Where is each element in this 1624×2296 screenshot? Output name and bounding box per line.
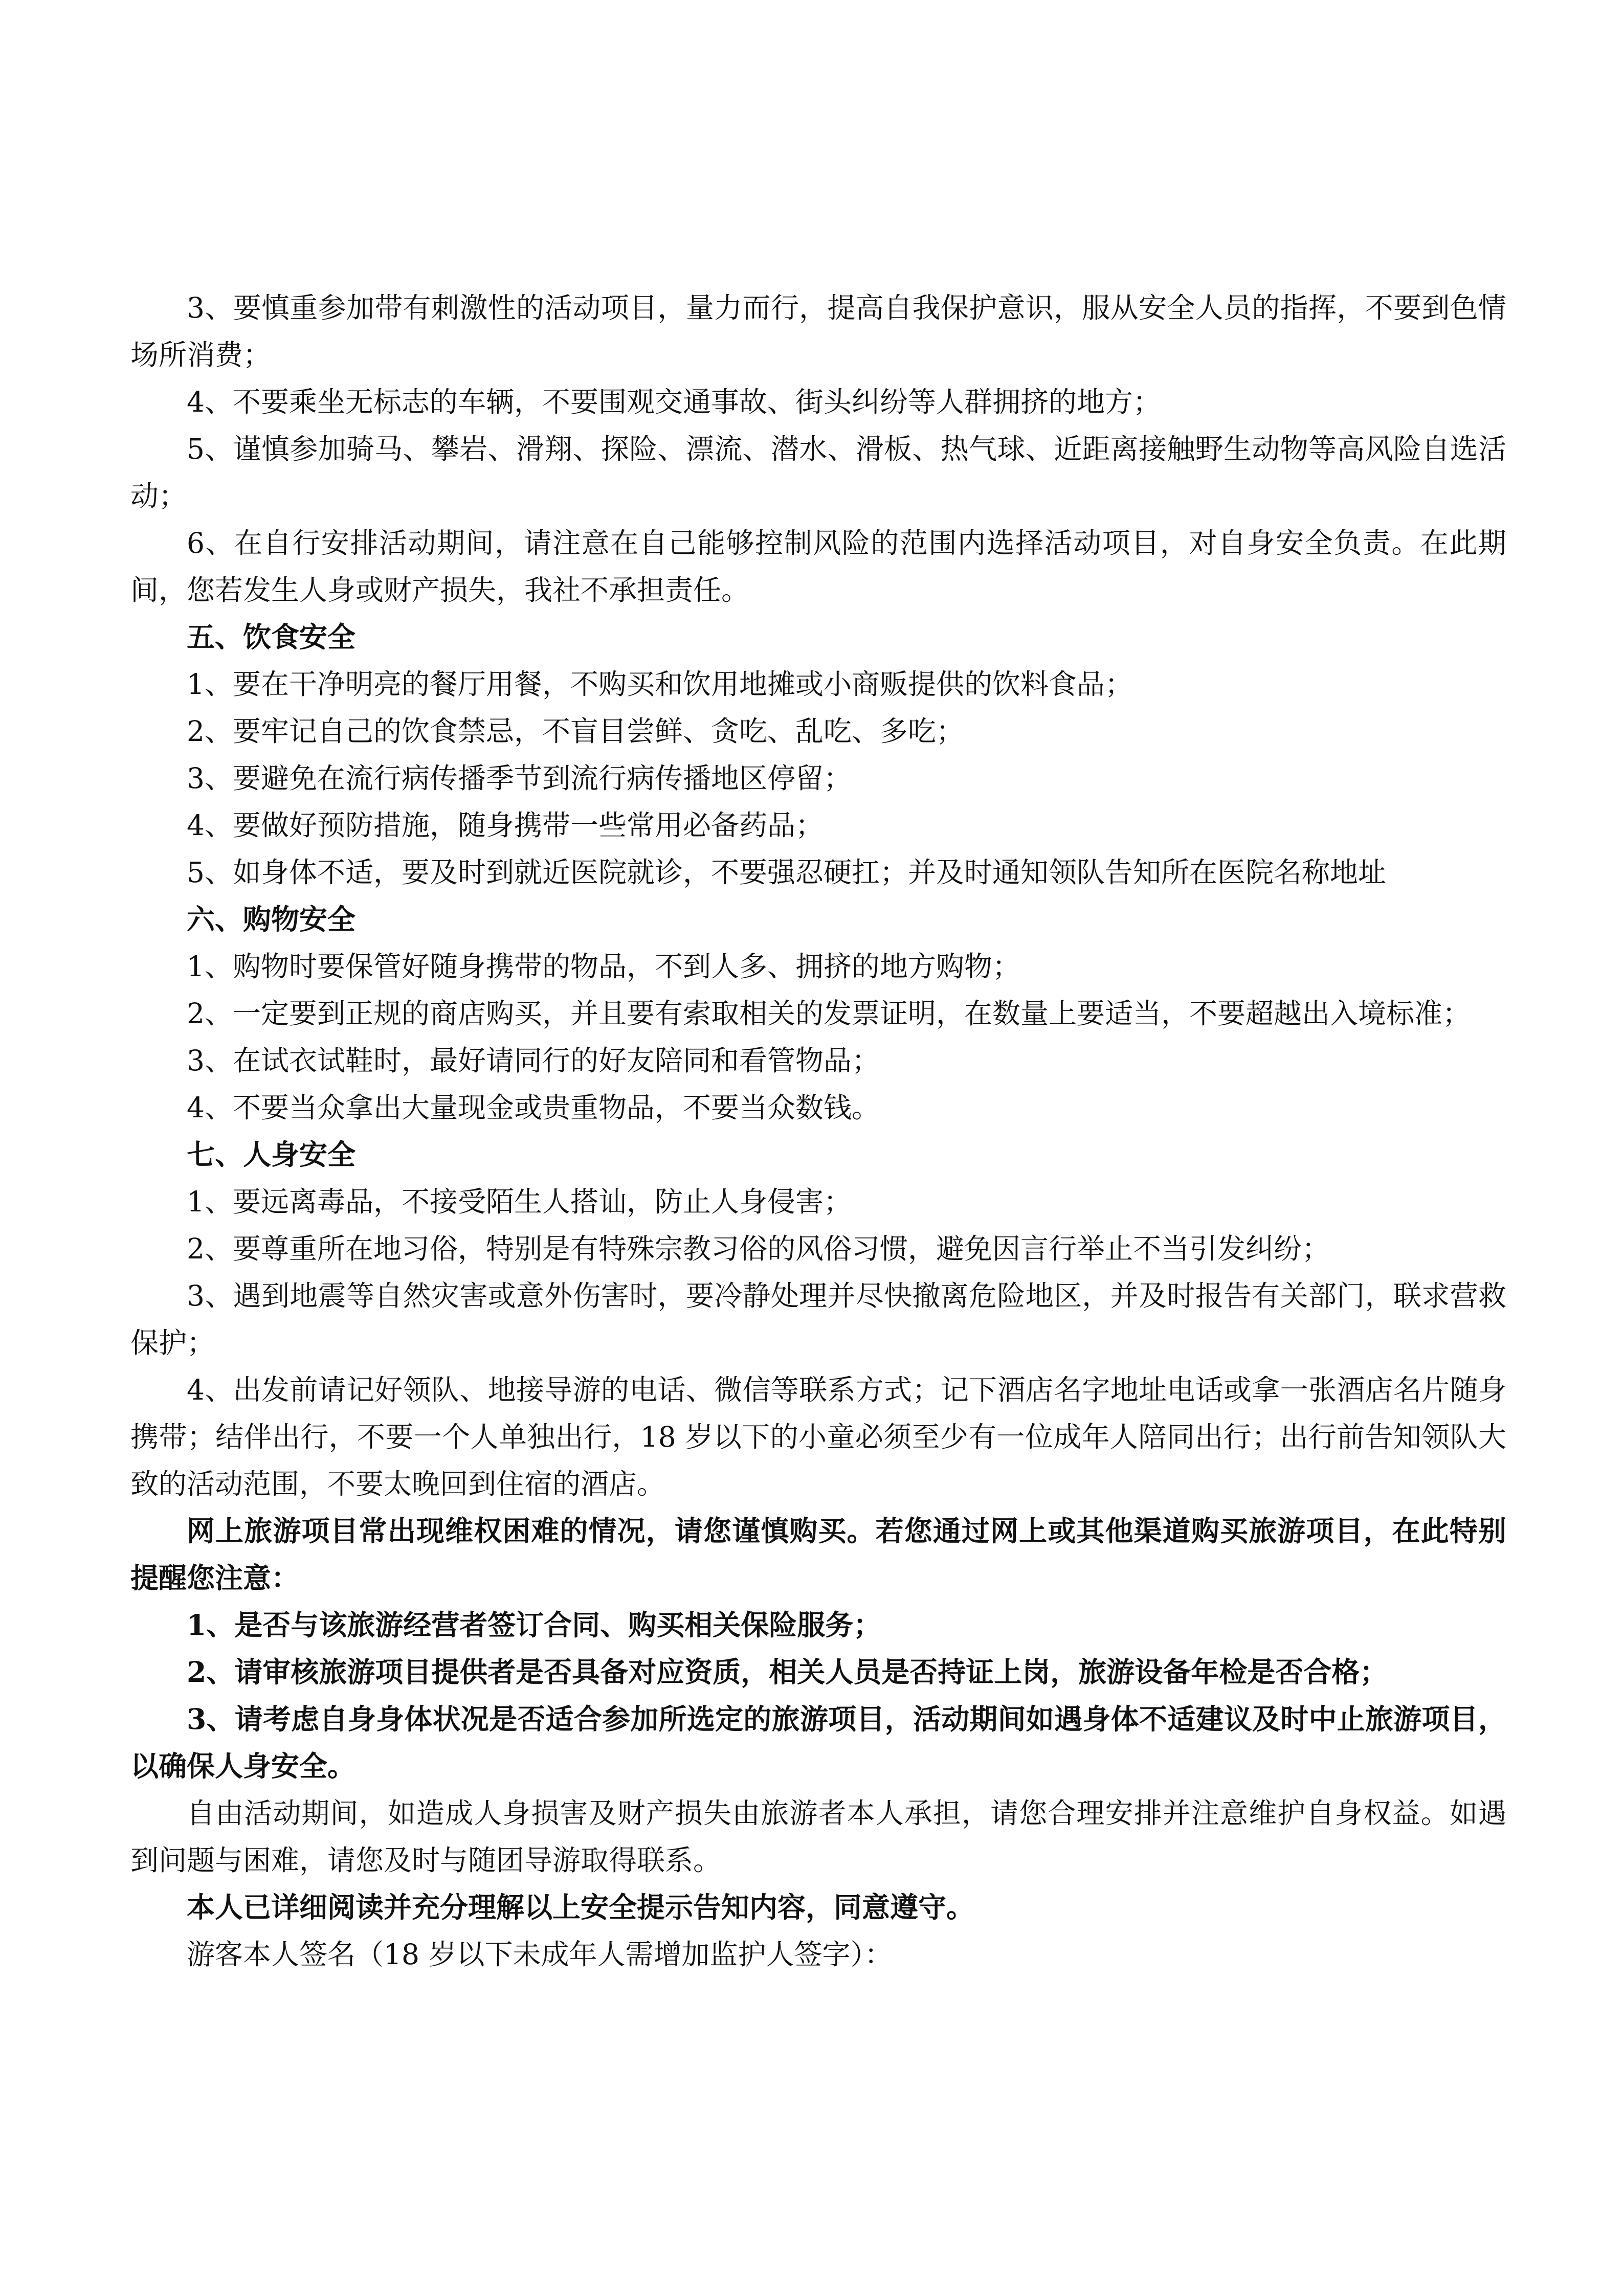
item-clean-restaurants: 1、要在干净明亮的餐厅用餐，不购买和饮用地摊或小商贩提供的饮料食品； xyxy=(187,668,1133,701)
acknowledgement-statement: 本人已详细阅读并充分理解以上安全提示告知内容，同意遵守。 xyxy=(187,1890,975,1924)
section-heading-food-safety: 五、饮食安全 xyxy=(187,620,356,654)
online-purchase-warning: 网上旅游项目常出现维权困难的情况，请您谨慎购买。若您通过网上或其他渠道购买旅游项目，在此特别提醒您注意： xyxy=(130,1514,1506,1594)
signature-line: 游客本人签名（18 岁以下未成年人需增加监护人签字）： xyxy=(187,1938,893,1971)
item-dietary-restrictions: 2、要牢记自己的饮食禁忌，不盲目尝鲜、贪吃、乱吃、多吃； xyxy=(187,715,964,748)
item-seek-medical-care: 5、如身体不适，要及时到就近医院就诊，不要强忍硬扛；并及时通知领队告知所在医院名称地址 xyxy=(187,856,1386,889)
item-carry-medicine: 4、要做好预防措施，随身携带一些常用必备药品； xyxy=(187,809,824,842)
item-contact-info: 4、出发前请记好领队、地接导游的电话、微信等联系方式；记下酒店名字地址电话或拿一张酒店名片随身携带；结伴出行，不要一个人单独出行，18 岁以下的小童必须至少有一位成年人陪同出行；出行前告知领队大致的活动范围，不要太晚回到住宿的酒店。 xyxy=(130,1374,1506,1500)
item-high-risk-activities: 5、谨慎参加骑马、攀岩、滑翔、探险、漂流、潜水、滑板、热气球、近距离接触野生动物等高风险自选活动； xyxy=(130,433,1506,512)
item-self-arranged-activities: 6、在自行安排活动期间，请注意在自己能够控制风险的范围内选择活动项目，对自身安全负责。在此期间，您若发生人身或财产损失，我社不承担责任。 xyxy=(130,527,1506,606)
item-avoid-epidemic-areas: 3、要避免在流行病传播季节到流行病传播地区停留； xyxy=(187,762,852,795)
item-avoid-drugs: 1、要远离毒品，不接受陌生人搭讪，防止人身侵害； xyxy=(187,1185,852,1218)
item-respect-customs: 2、要尊重所在地习俗，特别是有特殊宗教习俗的风俗习惯，避免因言行举止不当引发纠纷； xyxy=(187,1232,1330,1265)
section-heading-shopping-safety: 六、购物安全 xyxy=(187,903,356,936)
item-no-unmarked-vehicles: 4、不要乘坐无标志的车辆，不要围观交通事故、街头纠纷等人群拥挤的地方； xyxy=(187,386,1161,418)
item-no-cash-display: 4、不要当众拿出大量现金或贵重物品，不要当众数钱。 xyxy=(187,1091,880,1124)
item-fitting-room: 3、在试衣试鞋时，最好请同行的好友陪同和看管物品； xyxy=(187,1044,880,1077)
warning-item-contract: 1、是否与该旅游经营者签订合同、购买相关保险服务； xyxy=(187,1608,882,1641)
item-keep-belongings: 1、购物时要保管好随身携带的物品，不到人多、拥挤的地方购物； xyxy=(187,950,1020,983)
item-natural-disasters: 3、遇到地震等自然灾害或意外伤害时，要冷静处理并尽快撤离危险地区，并及时报告有关部门，联求营救保护； xyxy=(130,1279,1506,1359)
warning-item-health: 3、请考虑自身身体状况是否适合参加所选定的旅游项目，活动期间如遇身体不适建议及时中止旅游项目，以确保人身安全。 xyxy=(130,1702,1506,1783)
section-heading-personal-safety: 七、人身安全 xyxy=(187,1138,356,1171)
item-participate-cautiously: 3、要慎重参加带有刺激性的活动项目，量力而行，提高自我保护意识，服从安全人员的指挥，不要到色情场所消费； xyxy=(130,291,1506,371)
warning-item-qualification: 2、请审核旅游项目提供者是否具备对应资质，相关人员是否持证上岗，旅游设备年检是否合格； xyxy=(187,1655,1388,1689)
item-regular-stores: 2、一定要到正规的商店购买，并且要有索取相关的发票证明，在数量上要适当，不要超越出入境标准； xyxy=(187,997,1471,1030)
free-activity-notice: 自由活动期间，如造成人身损害及财产损失由旅游者本人承担，请您合理安排并注意维护自身权益。如遇到问题与困难，请您及时与随团导游取得联系。 xyxy=(130,1797,1506,1877)
document-body xyxy=(130,284,1506,1978)
